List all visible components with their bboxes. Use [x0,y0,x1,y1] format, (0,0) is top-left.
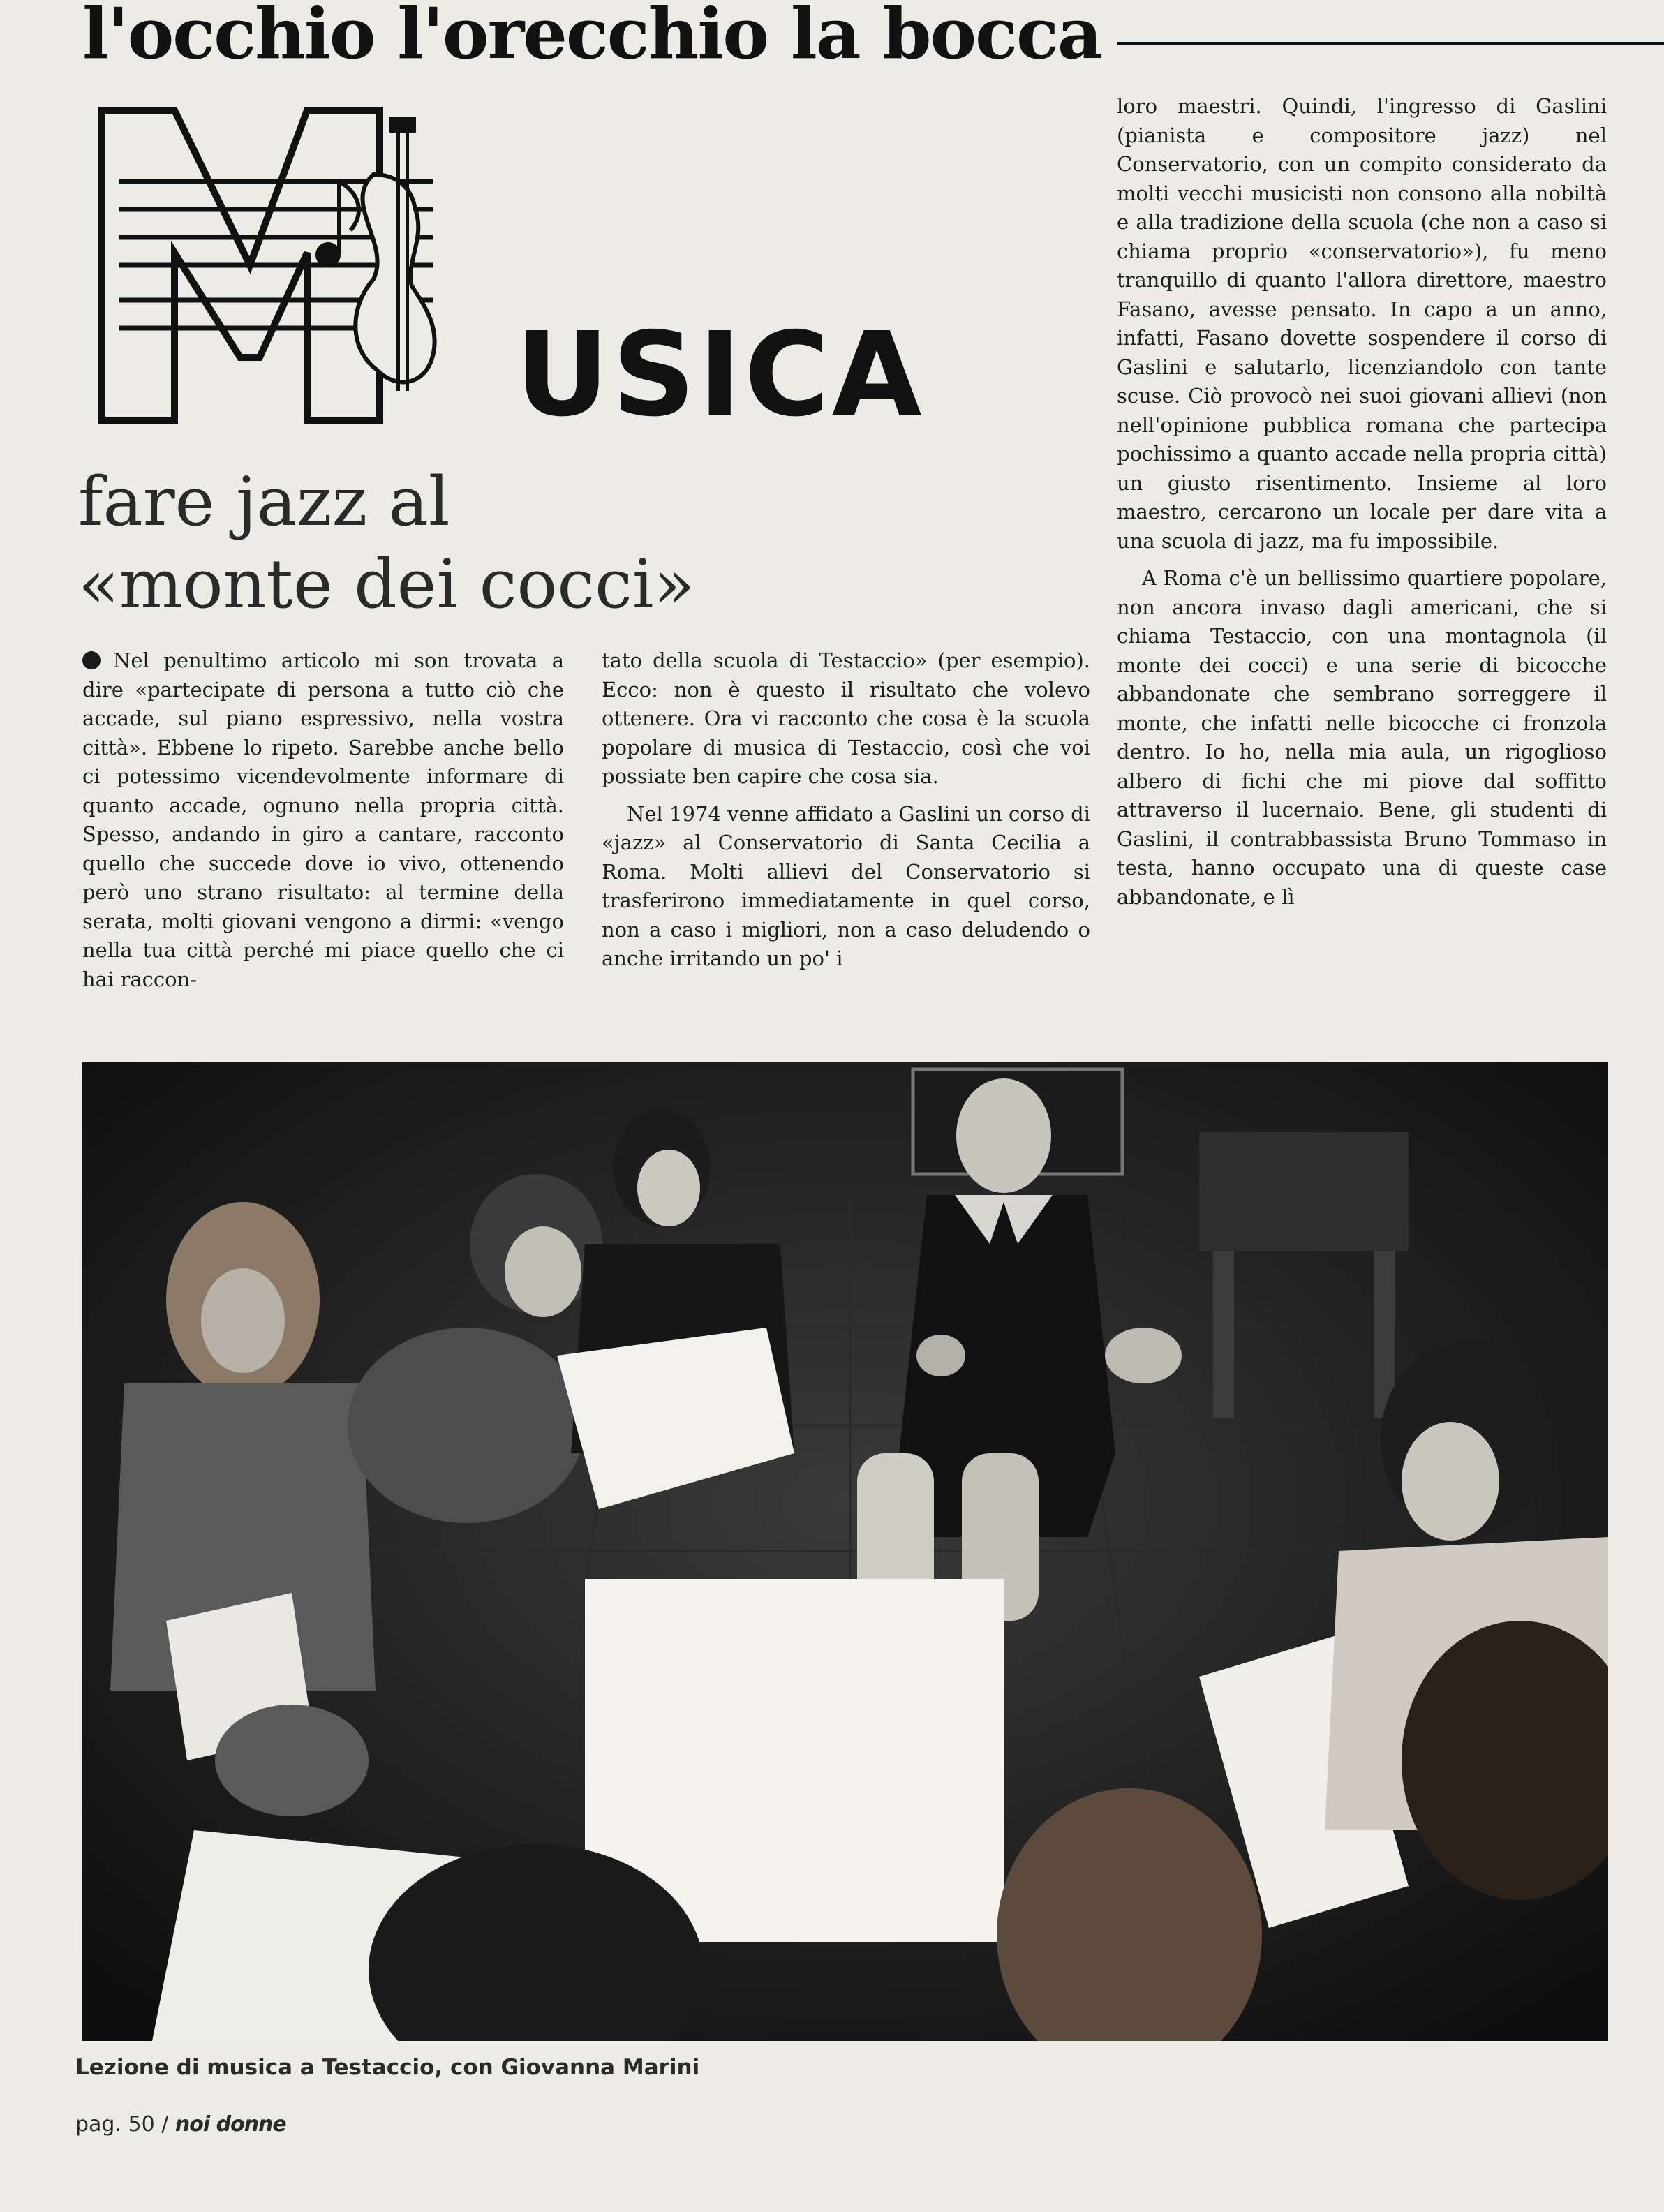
bullet-icon [82,651,101,669]
page-folio [75,2112,286,2137]
section-title: USICA [515,308,925,443]
music-logo-icon [98,98,517,426]
article-paragraph: tato della scuola di Testaccio» (per esempio). Ecco: non è questo il risultato che volevo ottenere. Ora vi racconto che cosa è la scuola popolare di musica di Testaccio, così che voi possiate ben capire che cosa sia. [602,648,1090,788]
rubric-rule [1117,42,1664,45]
rubric-title: l'occhio l'orecchio la bocca [82,0,1101,75]
page-number: pag. 50 [75,2112,155,2137]
article-paragraph: Nel 1974 venne affidato a Gaslini un corso di «jazz» al Conservatorio di Santa Cecilia a Roma. Molti allievi del Conservatorio si trasferirono immediatamente in quel corso, non a caso i migliori, non a caso deludendo o anche irritando un po' i [602,801,1090,970]
article-column-3 [1117,92,1607,920]
article-paragraph: loro maestri. Quindi, l'ingresso di Gaslini (pianista e compositore jazz) nel Conservatorio, con un compito considerato da molti vecchi musicisti non consono alla nobiltà e alla tradizione della scuola (che non a caso si chiama proprio «conservatorio»), fu meno tranquillo di quanto l'allora direttore, maestro Fasano, avesse pensato. In capo a un anno, infatti, Fasano dovette sospendere il corso di Gaslini e salutarlo, licenziandolo con tante scuse. Ciò provocò nei suoi giovani allievi (non nell'opinione pubblica romana che partecipa pochissimo a quanto accade nella propria città) un giusto risentimento. Insieme al loro maestro, cercarono un locale per dare vita a una scuola di jazz, ma fu impossibile. [1117,94,1607,553]
folio-separator: / [161,2112,169,2137]
photo-caption: Lezione di musica a Testaccio, con Giovanna Marini [75,2055,700,2080]
article-column-1 [82,646,564,1002]
lesson-photo [82,1062,1608,2041]
headline-line-1: fare jazz al [78,463,450,541]
headline-line-2: «monte dei cocci» [78,545,695,623]
headline [78,461,694,625]
article-paragraph: A Roma c'è un bellissimo quartiere popolare, non ancora invaso dagli americani, che si chiama Testaccio, con una montagnola (il monte dei cocci) e una serie di bicocche abbandonate che sembrano sorreggere il monte, che infatti nelle bicocche ci fronzola dentro. Io ho, nella mia aula, un rigoglioso albero di fichi che mi piove dal soffitto attraverso il lucernaio. Bene, gli studenti di Gaslini, il contrabbassista Bruno Tommaso in testa, hanno occupato una di queste case abbandonate, e lì [1117,566,1607,909]
article-paragraph: Nel penultimo articolo mi son trovata a dire «partecipate di persona a tutto ciò che accade, sul piano espressivo, nella vostra città». Ebbene lo ripeto. Sarebbe anche bello ci potessimo vicendevolmente informare di quanto accade, ognuno nella propria città. Spesso, andando in giro a cantare, racconto quello che succede dove io vivo, ottenendo però uno strano risultato: al termine della serata, molti giovani vengono a dirmi: «vengo nella tua città perché mi piace quello che ci hai raccon- [82,648,564,991]
magazine-name: noi donne [174,2112,286,2137]
article-column-2 [602,646,1090,982]
